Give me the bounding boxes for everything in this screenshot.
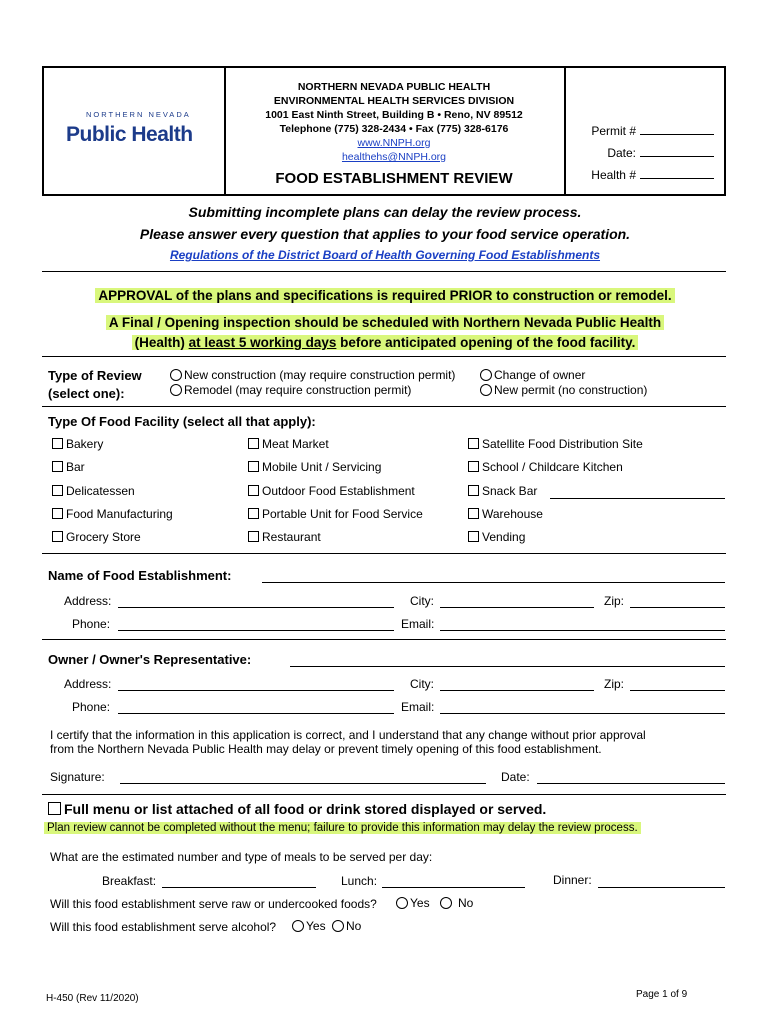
facility-warehouse[interactable]: Warehouse: [468, 507, 543, 521]
snack-bar-line: [550, 498, 725, 499]
notice-line-1: Submitting incomplete plans can delay the review process.: [188, 204, 582, 220]
org-website-link[interactable]: www.NNPH.org: [357, 137, 431, 149]
facility-restaurant[interactable]: Restaurant: [248, 530, 321, 544]
establishment-phone-input[interactable]: [118, 630, 394, 631]
signature-input[interactable]: [120, 783, 486, 784]
radio-icon: [480, 384, 492, 396]
lunch-input[interactable]: [382, 887, 525, 888]
owner-address-label: Address:: [64, 677, 112, 691]
review-option-remodel[interactable]: Remodel (may require construction permit): [170, 383, 411, 397]
radio-icon: [170, 384, 182, 396]
divider: [42, 271, 726, 272]
breakfast-input[interactable]: [162, 887, 316, 888]
final-inspection-notice-1: A Final / Opening inspection should be scheduled with Northern Nevada Public Health: [106, 315, 664, 330]
form-title: FOOD ESTABLISHMENT REVIEW: [275, 170, 513, 187]
checkbox-icon: [468, 485, 479, 496]
owner-email-input[interactable]: [440, 713, 725, 714]
facility-satellite[interactable]: Satellite Food Distribution Site: [468, 437, 643, 451]
signature-label: Signature:: [50, 770, 105, 784]
header-divider: [564, 68, 566, 194]
checkbox-icon: [248, 508, 259, 519]
checkbox-icon: [248, 461, 259, 472]
owner-city-input[interactable]: [440, 690, 594, 691]
org-email-link[interactable]: healthehs@NNPH.org: [341, 151, 447, 163]
alcohol-yes[interactable]: Yes: [292, 919, 326, 933]
owner-zip-input[interactable]: [630, 690, 725, 691]
facility-snack-bar[interactable]: Snack Bar: [468, 484, 537, 498]
radio-icon: [332, 920, 344, 932]
final-inspection-notice-2: (Health) at least 5 working days before anticipated opening of the food facility.: [132, 335, 639, 350]
establishment-zip-input[interactable]: [630, 607, 725, 608]
header-box: [42, 66, 726, 196]
logo: Public Health: [66, 123, 193, 146]
org-division: ENVIRONMENTAL HEALTH SERVICES DIVISION: [273, 95, 515, 107]
checkbox-icon: [52, 531, 63, 542]
facility-school[interactable]: School / Childcare Kitchen: [468, 460, 623, 474]
notice-line-2: Please answer every question that applies to your food service operation.: [139, 226, 631, 242]
owner-email-label: Email:: [401, 700, 435, 714]
checkbox-icon: [52, 508, 63, 519]
raw-food-yes[interactable]: Yes: [396, 896, 430, 910]
owner-address-input[interactable]: [118, 690, 394, 691]
dinner-label: Dinner:: [553, 873, 592, 887]
org-address: 1001 East Ninth Street, Building B • Reno, NV 89512: [265, 109, 523, 121]
facility-vending[interactable]: Vending: [468, 530, 525, 544]
facility-food-manufacturing[interactable]: Food Manufacturing: [52, 507, 173, 521]
permit-field[interactable]: Permit #: [568, 124, 714, 138]
logo-cell: [44, 68, 226, 194]
facility-mobile-unit[interactable]: Mobile Unit / Servicing: [248, 460, 381, 474]
radio-icon: [170, 369, 182, 381]
radio-icon: [480, 369, 492, 381]
establishment-address-input[interactable]: [118, 607, 394, 608]
radio-icon: [440, 897, 452, 909]
establishment-email-input[interactable]: [440, 630, 725, 631]
facility-type-heading: Type Of Food Facility (select all that apply):: [48, 414, 316, 429]
owner-name-input[interactable]: [290, 666, 725, 667]
facility-grocery-store[interactable]: Grocery Store: [52, 530, 141, 544]
checkbox-icon: [48, 802, 61, 815]
establishment-city-input[interactable]: [440, 607, 594, 608]
review-option-new-construction[interactable]: New construction (may require construction permit): [170, 368, 455, 382]
owner-phone-input[interactable]: [118, 713, 394, 714]
divider: [42, 553, 726, 554]
menu-attached-checkbox[interactable]: Full menu or list attached of all food or drink stored displayed or served.: [48, 801, 546, 817]
establishment-zip-label: Zip:: [604, 594, 625, 608]
divider: [42, 356, 726, 357]
menu-note: Plan review cannot be completed without the menu; failure to provide this information may delay the review process.: [44, 822, 641, 834]
establishment-email-label: Email:: [401, 617, 435, 631]
radio-icon: [396, 897, 408, 909]
dinner-input[interactable]: [598, 887, 725, 888]
facility-bar[interactable]: Bar: [52, 460, 85, 474]
radio-icon: [292, 920, 304, 932]
facility-portable-unit[interactable]: Portable Unit for Food Service: [248, 507, 423, 521]
breakfast-label: Breakfast:: [102, 874, 157, 888]
office-date-field[interactable]: Date:: [568, 146, 714, 160]
alcohol-question: Will this food establishment serve alcohol?: [50, 920, 277, 934]
facility-delicatessen[interactable]: Delicatessen: [52, 484, 135, 498]
divider: [42, 406, 726, 407]
review-type-label: Type of Review: [48, 368, 142, 383]
approval-notice: APPROVAL of the plans and specifications is required PRIOR to construction or remodel.: [95, 288, 674, 303]
establishment-name-label: Name of Food Establishment:: [48, 568, 232, 583]
checkbox-icon: [468, 531, 479, 542]
signature-date-label: Date:: [501, 770, 530, 784]
raw-food-no[interactable]: No: [440, 896, 473, 910]
review-select-label: (select one):: [48, 386, 125, 401]
facility-bakery[interactable]: Bakery: [52, 437, 103, 451]
meals-question: What are the estimated number and type of meals to be served per day:: [50, 850, 433, 864]
health-number-field[interactable]: Health #: [568, 168, 714, 182]
logo-top-text: NORTHERN NEVADA: [86, 110, 191, 119]
review-option-new-permit[interactable]: New permit (no construction): [480, 383, 647, 397]
establishment-city-label: City:: [410, 594, 434, 608]
review-option-change-of-owner[interactable]: Change of owner: [480, 368, 585, 382]
signature-date-input[interactable]: [537, 783, 725, 784]
facility-meat-market[interactable]: Meat Market: [248, 437, 329, 451]
org-name: NORTHERN NEVADA PUBLIC HEALTH: [297, 81, 491, 93]
establishment-address-label: Address:: [64, 594, 112, 608]
divider: [42, 639, 726, 640]
checkbox-icon: [52, 485, 63, 496]
checkbox-icon: [52, 438, 63, 449]
divider: [42, 794, 726, 795]
checkbox-icon: [468, 508, 479, 519]
establishment-name-input[interactable]: [262, 582, 725, 583]
checkbox-icon: [468, 438, 479, 449]
facility-outdoor[interactable]: Outdoor Food Establishment: [248, 484, 415, 498]
lunch-label: Lunch:: [341, 874, 378, 888]
raw-food-question: Will this food establishment serve raw or undercooked foods?: [50, 897, 377, 911]
checkbox-icon: [52, 461, 63, 472]
owner-phone-label: Phone:: [72, 700, 111, 714]
org-phone: Telephone (775) 328-2434 • Fax (775) 328-6176: [279, 123, 509, 135]
checkbox-icon: [248, 485, 259, 496]
owner-city-label: City:: [410, 677, 434, 691]
page-number: Page 1 of 9: [636, 989, 688, 1000]
certify-text-1: I certify that the information in this application is correct, and I understand that any change without prior approval: [50, 728, 646, 742]
checkbox-icon: [248, 531, 259, 542]
org-info: [224, 80, 564, 164]
owner-zip-label: Zip:: [604, 677, 625, 691]
alcohol-no[interactable]: No: [332, 919, 361, 933]
form-number: H-450 (Rev 11/2020): [46, 993, 139, 1004]
checkbox-icon: [468, 461, 479, 472]
checkbox-icon: [248, 438, 259, 449]
owner-label: Owner / Owner's Representative:: [48, 652, 252, 667]
regulations-link[interactable]: Regulations of the District Board of Health Governing Food Establishments: [169, 248, 601, 262]
certify-text-2: from the Northern Nevada Public Health may delay or prevent timely opening of this food establishment.: [50, 742, 602, 756]
establishment-phone-label: Phone:: [72, 617, 111, 631]
